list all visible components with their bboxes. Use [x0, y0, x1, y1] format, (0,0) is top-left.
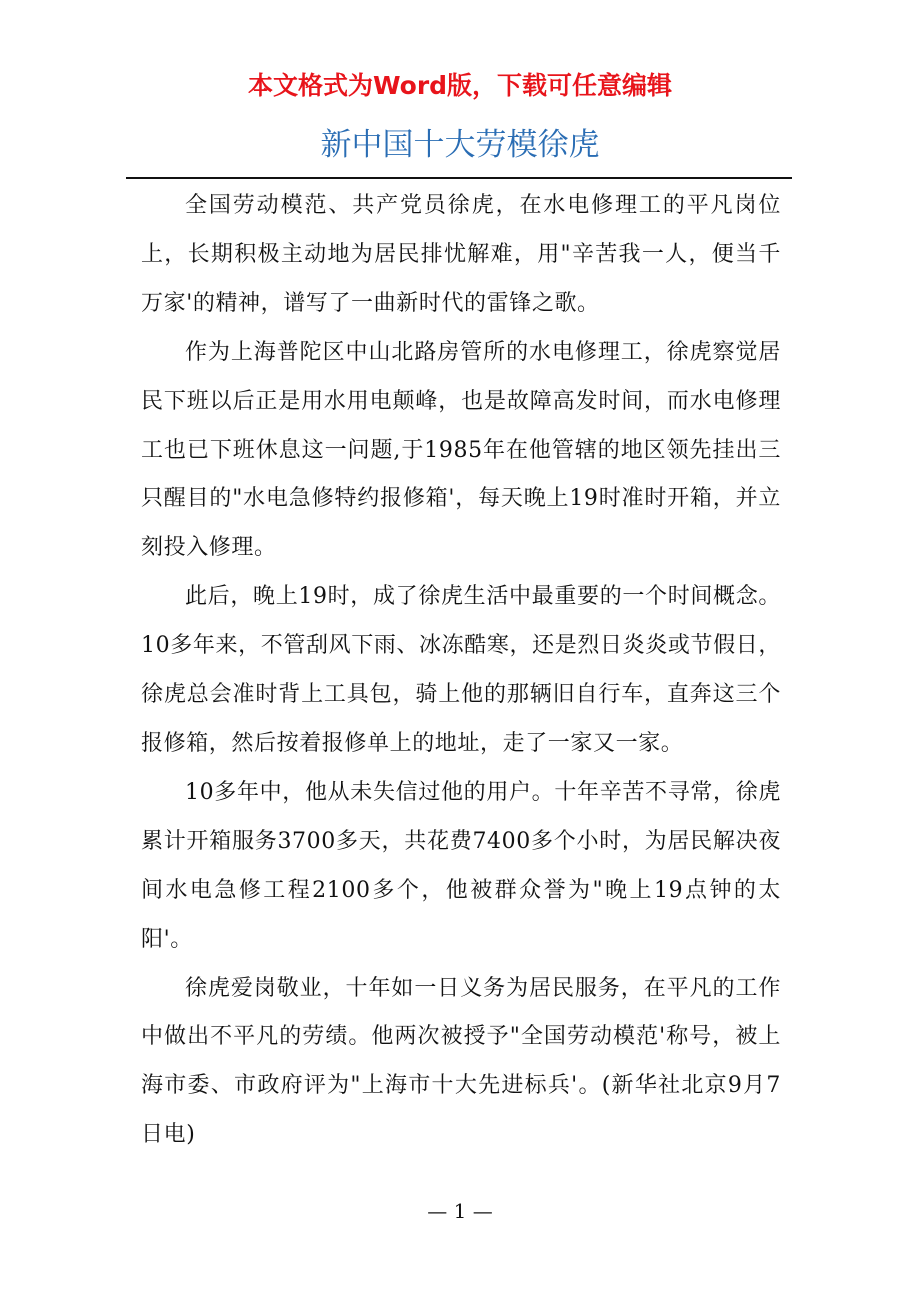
- paragraph-5: 徐虎爱岗敬业，十年如一日义务为居民服务，在平凡的工作中做出不平凡的劳绩。他两次被授予"全国劳动模范'称号，被上海市委、市政府评为"上海市十大先进标兵'。(新华社北京9月7日电): [141, 975, 781, 1148]
- paragraph-1: 全国劳动模范、共产党员徐虎，在水电修理工的平凡岗位上，长期积极主动地为居民排忧解难，用"辛苦我一人，便当千万家'的精神，谱写了一曲新时代的雷锋之歌。: [141, 193, 781, 316]
- paragraph-3: 此后，晚上19时，成了徐虎生活中最重要的一个时间概念。10多年来，不管刮风下雨、冰冻酷寒，还是烈日炎炎或节假日，徐虎总会准时背上工具包，骑上他的那辆旧自行车，直奔这三个报修箱，然后按着报修单上的地址，走了一家又一家。: [141, 584, 781, 756]
- format-notice-banner: 本文格式为Word版，下载可任意编辑: [247, 71, 673, 100]
- document-title: 新中国十大劳模徐虎: [320, 127, 600, 163]
- paragraph-2: 作为上海普陀区中山北路房管所的水电修理工，徐虎察觉居民下班以后正是用水用电颠峰，也是故障高发时间，而水电修理工也已下班休息这一问题,于1985年在他管辖的地区领先挂出三只醒目的"水电急修特约报修箱'，每天晚上19时准时开箱，并立刻投入修理。: [141, 339, 781, 561]
- title-divider: [126, 177, 792, 179]
- paragraph-4: 10多年中，他从未失信过他的用户。十年辛苦不寻常，徐虎累计开箱服务3700多天，共花费7400多个小时，为居民解决夜间水电急修工程2100多个，他被群众誉为"晚上19点钟的太阳'。: [141, 779, 781, 952]
- article-body: [141, 182, 781, 1160]
- page-number: — 1 —: [427, 1199, 493, 1223]
